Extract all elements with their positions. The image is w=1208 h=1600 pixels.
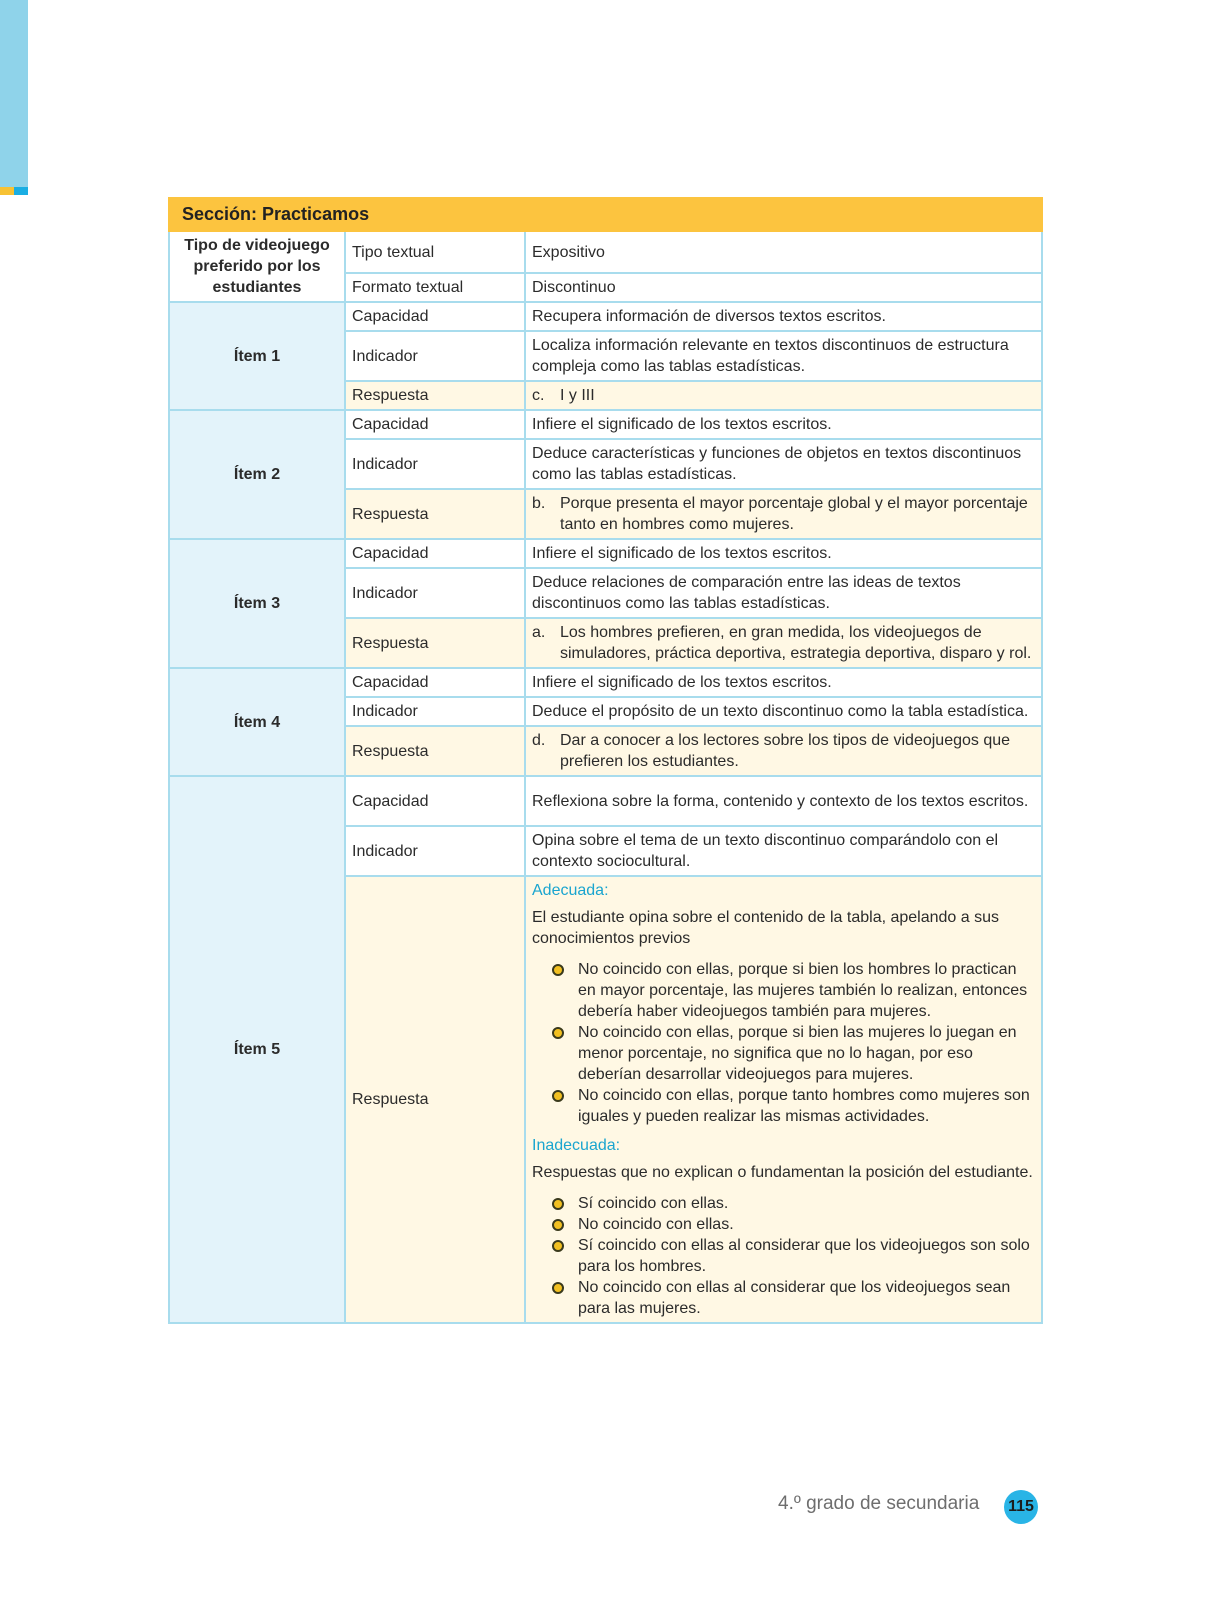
item-2-indicador: Deduce características y funciones de objetos en textos discontinuos como las tablas estadísticas.	[525, 439, 1042, 489]
tipo-textual-label: Tipo textual	[345, 231, 525, 273]
indicador-label: Indicador	[345, 697, 525, 726]
list-item-text: No coincido con ellas.	[578, 1216, 734, 1233]
item-3-respuesta	[525, 618, 1042, 668]
evaluation-table	[168, 197, 1043, 1324]
item-4-capacidad-row	[169, 668, 1042, 697]
adecuada-title: Adecuada:	[532, 882, 609, 899]
circle-bullet-icon	[552, 1027, 564, 1039]
list-item	[548, 1085, 1035, 1127]
option-letter: a.	[532, 624, 546, 641]
list-item	[548, 1214, 1035, 1235]
item-3-capacidad: Infiere el significado de los textos escritos.	[525, 539, 1042, 568]
tipo-textual-value: Expositivo	[525, 231, 1042, 273]
item-4-respuesta	[525, 726, 1042, 776]
indicador-label: Indicador	[345, 439, 525, 489]
capacidad-label: Capacidad	[345, 668, 525, 697]
list-item	[548, 1193, 1035, 1214]
option-text: Porque presenta el mayor porcentaje global y el mayor porcentaje tanto en hombres como mujeres.	[560, 495, 1028, 533]
formato-textual-label: Formato textual	[345, 273, 525, 302]
adecuada-text: El estudiante opina sobre el contenido de la tabla, apelando a sus conocimientos previos	[532, 909, 1000, 947]
item-2-capacidad-row	[169, 410, 1042, 439]
formato-textual-value: Discontinuo	[525, 273, 1042, 302]
respuesta-label: Respuesta	[345, 618, 525, 668]
list-item-text: No coincido con ellas, porque si bien las mujeres lo juegan en menor porcentaje, no significa que no lo hagan, por eso deberían desarrollar videojuegos para mujeres.	[578, 1024, 1017, 1083]
item-4-indicador: Deduce el propósito de un texto discontinuo como la tabla estadística.	[525, 697, 1042, 726]
option-text: I y III	[560, 387, 595, 404]
item-3-capacidad-row	[169, 539, 1042, 568]
circle-bullet-icon	[552, 1090, 564, 1102]
item-5-title: Ítem 5	[169, 776, 345, 1323]
side-decoration-accent-blue	[14, 187, 28, 195]
item-2-title: Ítem 2	[169, 410, 345, 539]
option-letter: d.	[532, 732, 546, 749]
item-2-respuesta	[525, 489, 1042, 539]
respuesta-label: Respuesta	[345, 726, 525, 776]
inadecuada-text: Respuestas que no explican o fundamentan la posición del estudiante.	[532, 1164, 1033, 1181]
inadecuada-list	[532, 1193, 1035, 1319]
option-letter: c.	[532, 387, 545, 404]
capacidad-label: Capacidad	[345, 776, 525, 826]
list-item	[548, 959, 1035, 1022]
grade-footer: 4.º grado de secundaria	[778, 1493, 980, 1514]
side-decoration-accent-yellow	[0, 187, 14, 195]
page-number: 115	[1004, 1490, 1038, 1524]
tipo-videojuego-label: Tipo de videojuego preferido por los estudiantes	[169, 231, 345, 302]
list-item-text: No coincido con ellas, porque tanto hombres como mujeres son iguales y pueden realizar las mismas actividades.	[578, 1087, 1030, 1125]
circle-bullet-icon	[552, 1282, 564, 1294]
indicador-label: Indicador	[345, 331, 525, 381]
capacidad-label: Capacidad	[345, 539, 525, 568]
circle-bullet-icon	[552, 1240, 564, 1252]
side-decoration-bar	[0, 0, 28, 187]
item-1-capacidad-row	[169, 302, 1042, 331]
list-item	[548, 1277, 1035, 1319]
list-item	[548, 1235, 1035, 1277]
item-3-indicador: Deduce relaciones de comparación entre las ideas de textos discontinuos como las tablas estadísticas.	[525, 568, 1042, 618]
list-item	[548, 1022, 1035, 1085]
option-letter: b.	[532, 495, 546, 512]
list-item-text: Sí coincido con ellas.	[578, 1195, 729, 1212]
inadecuada-title: Inadecuada:	[532, 1137, 621, 1154]
capacidad-label: Capacidad	[345, 302, 525, 331]
item-4-title: Ítem 4	[169, 668, 345, 776]
indicador-label: Indicador	[345, 568, 525, 618]
item-5-capacidad-row	[169, 776, 1042, 826]
item-1-title: Ítem 1	[169, 302, 345, 410]
circle-bullet-icon	[552, 1219, 564, 1231]
capacidad-label: Capacidad	[345, 410, 525, 439]
item-5-respuesta	[525, 876, 1042, 1323]
item-5-capacidad: Reflexiona sobre la forma, contenido y contexto de los textos escritos.	[525, 776, 1042, 826]
section-header-row	[169, 198, 1042, 231]
tipo-textual-row	[169, 231, 1042, 273]
item-1-indicador: Localiza información relevante en textos discontinuos de estructura compleja como las tablas estadísticas.	[525, 331, 1042, 381]
circle-bullet-icon	[552, 964, 564, 976]
item-4-capacidad: Infiere el significado de los textos escritos.	[525, 668, 1042, 697]
indicador-label: Indicador	[345, 826, 525, 876]
item-5-indicador: Opina sobre el tema de un texto discontinuo comparándolo con el contexto sociocultural.	[525, 826, 1042, 876]
circle-bullet-icon	[552, 1198, 564, 1210]
item-2-capacidad: Infiere el significado de los textos escritos.	[525, 410, 1042, 439]
list-item-text: No coincido con ellas, porque si bien los hombres lo practican en mayor porcentaje, las mujeres también lo realizan, entonces debería haber videojuegos también para mujeres.	[578, 961, 1028, 1020]
option-text: Dar a conocer a los lectores sobre los tipos de videojuegos que prefieren los estudiantes.	[560, 732, 1011, 770]
section-title: Sección: Practicamos	[169, 198, 1042, 231]
respuesta-label: Respuesta	[345, 489, 525, 539]
list-item-text: Sí coincido con ellas al considerar que los videojuegos son solo para los hombres.	[578, 1237, 1030, 1275]
item-3-title: Ítem 3	[169, 539, 345, 668]
respuesta-label: Respuesta	[345, 876, 525, 1323]
item-1-capacidad: Recupera información de diversos textos escritos.	[525, 302, 1042, 331]
adecuada-list	[532, 959, 1035, 1127]
respuesta-label: Respuesta	[345, 381, 525, 410]
item-1-respuesta	[525, 381, 1042, 410]
list-item-text: No coincido con ellas al considerar que los videojuegos sean para las mujeres.	[578, 1279, 1011, 1317]
option-text: Los hombres prefieren, en gran medida, los videojuegos de simuladores, práctica deportiva, estrategia deportiva, disparo y rol.	[560, 624, 1032, 662]
